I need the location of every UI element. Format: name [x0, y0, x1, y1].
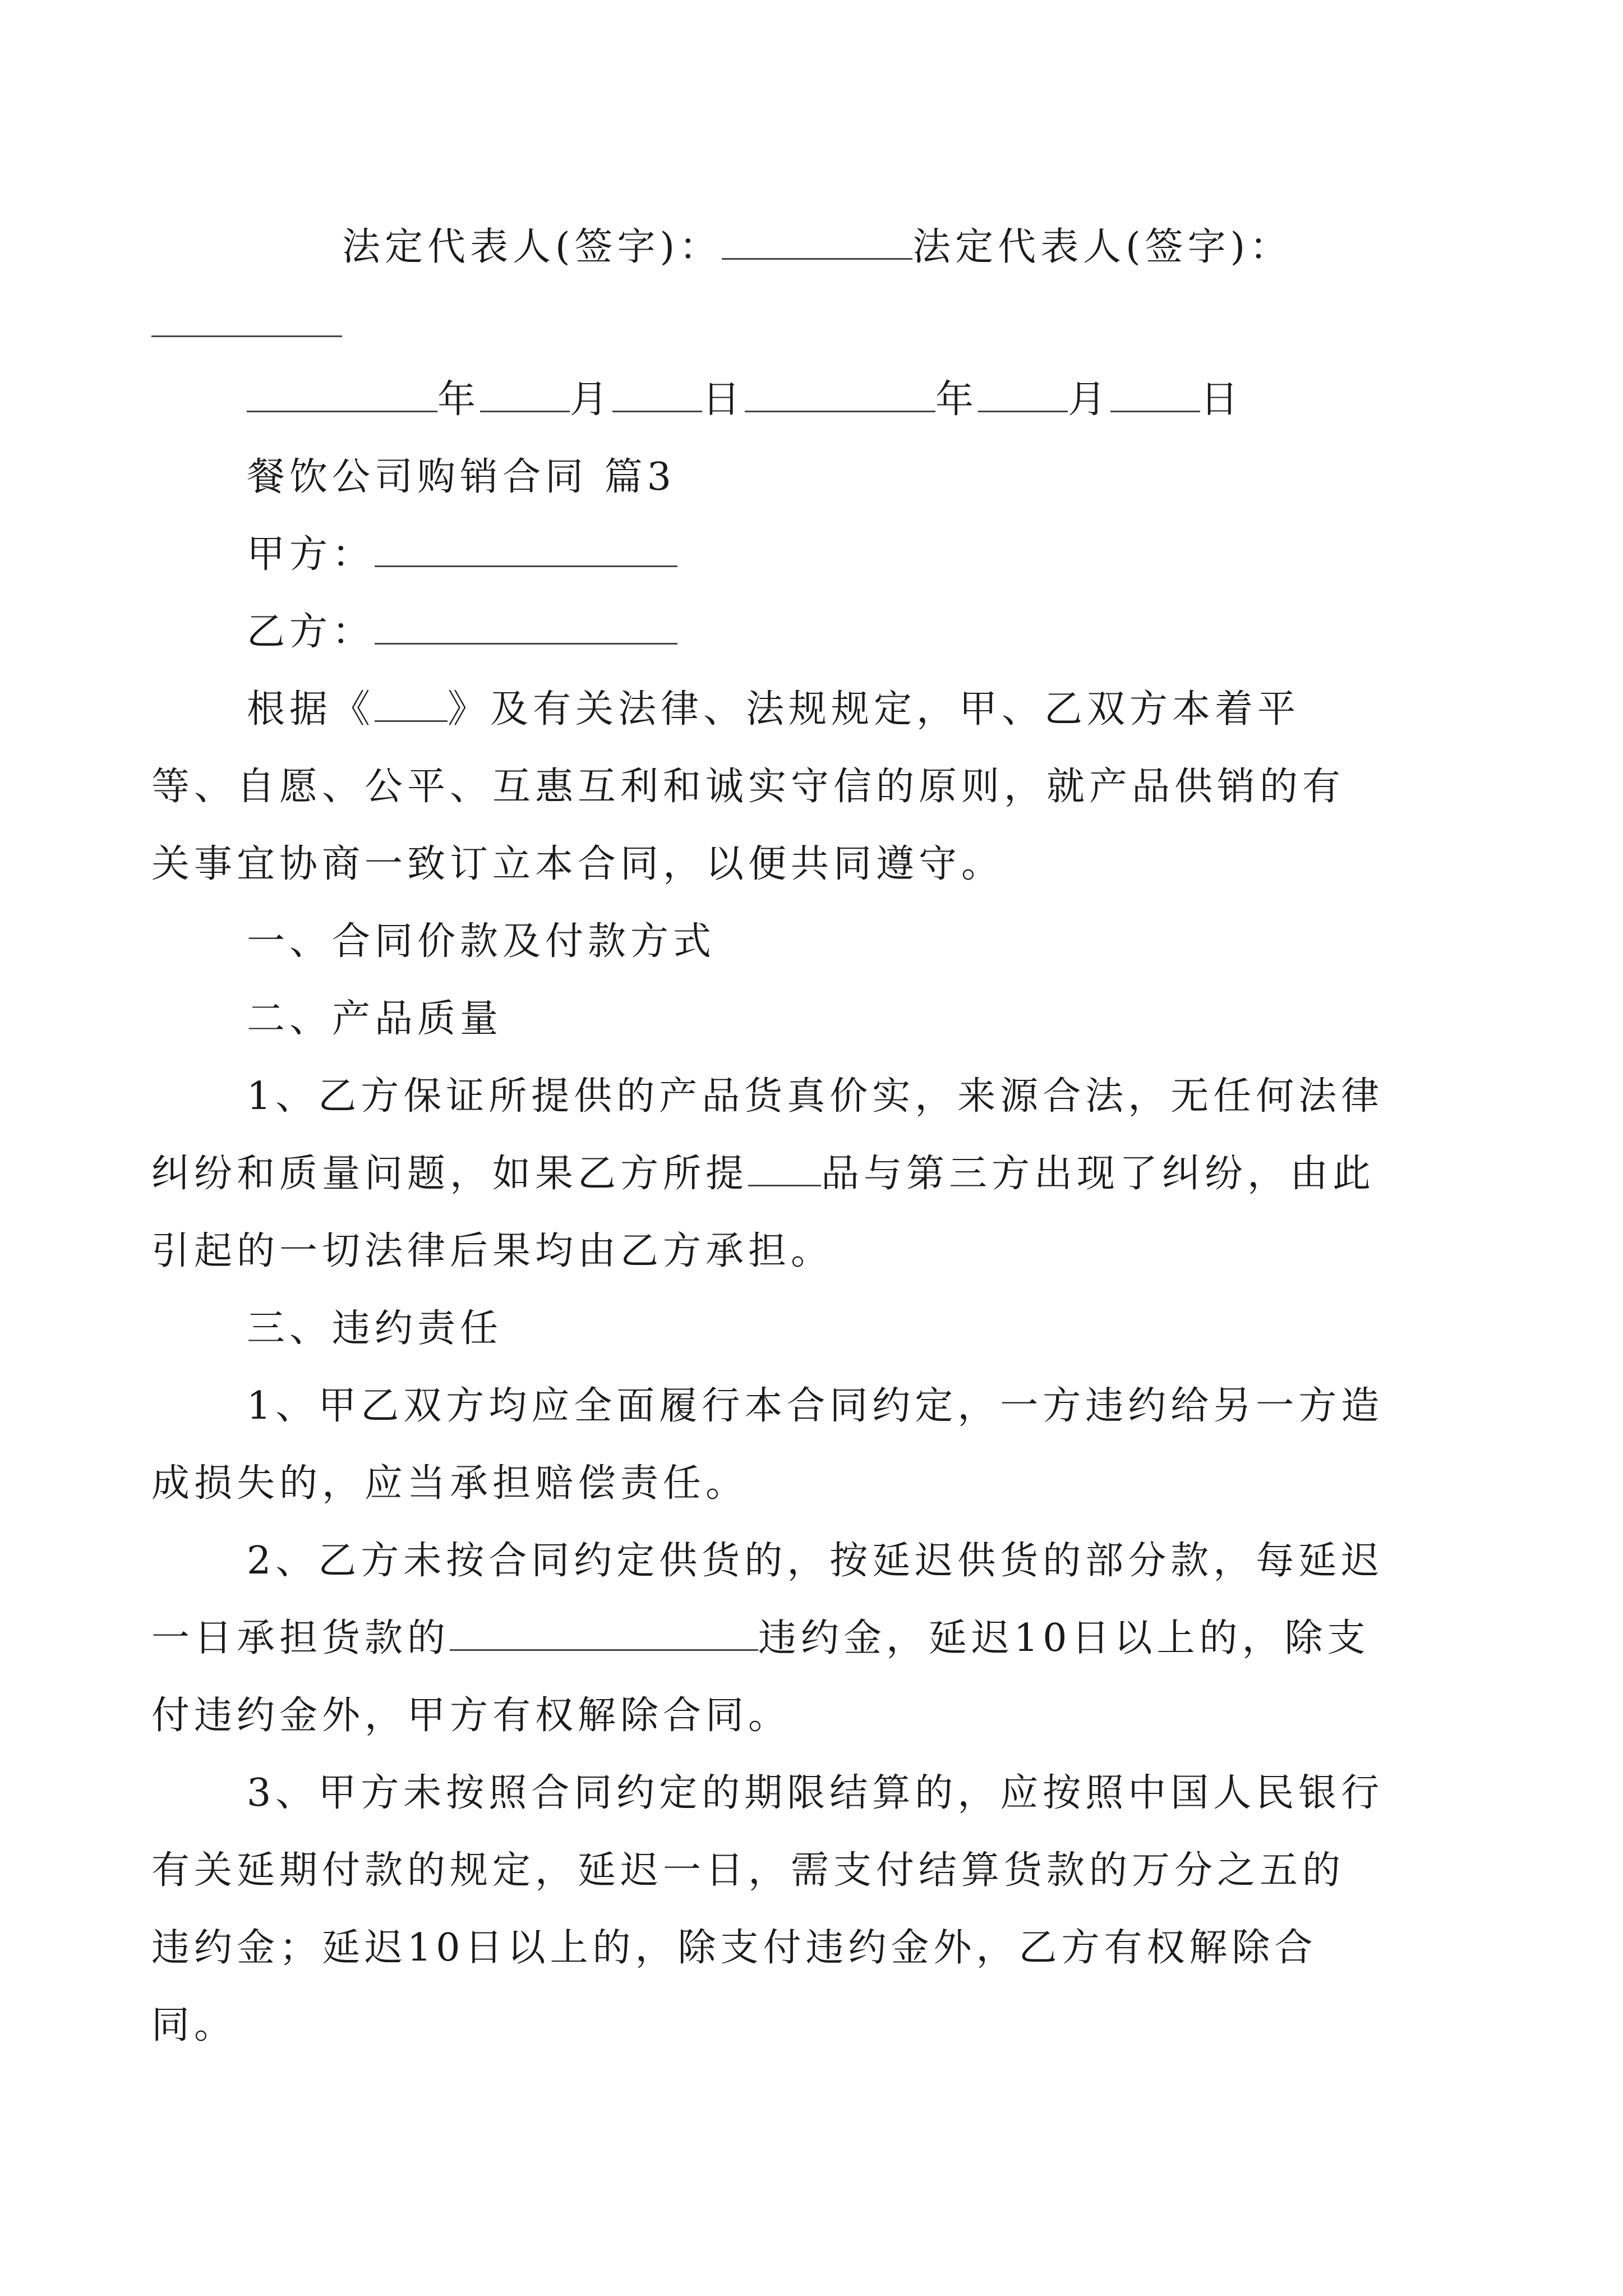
day-blank-a — [612, 371, 702, 412]
signature-blank-b-line — [151, 286, 1385, 364]
breach-2-text-end: 违约金，延迟10日以上的，除支付违约金外，甲方有权解除合同。 — [151, 1616, 1370, 1738]
month-blank-a — [480, 371, 570, 412]
heading-breach: 三、违约责任 — [247, 1306, 503, 1351]
law-name-blank — [375, 681, 448, 722]
party-a-line — [247, 516, 1385, 593]
quality-text-start: 1、乙方保证所提供的产品货真价实，来源合法，无任何法律纠纷和质量问题，如果乙方所提 — [151, 1074, 1384, 1196]
party-b-blank — [375, 604, 677, 645]
year-label-a: 年 — [437, 378, 481, 422]
penalty-rate-blank — [450, 1610, 758, 1651]
breach-clause-2 — [151, 1522, 1385, 1755]
day-label-a: 日 — [702, 378, 745, 422]
party-a-label: 甲方： — [247, 532, 375, 577]
day-blank-b — [1110, 371, 1200, 412]
heading-price-payment: 一、合同价款及付款方式 — [247, 919, 716, 964]
legal-rep-label-a: 法定代表人(签字)： — [342, 225, 722, 269]
month-blank-b — [978, 371, 1068, 412]
signature-blank-b — [151, 296, 342, 337]
section-title: 餐饮公司购销合同 篇3 — [247, 455, 676, 499]
breach-1-text: 1、甲乙双方均应全面履行本合同约定，一方违约给另一方造成损失的，应当承担赔偿责任。 — [151, 1384, 1384, 1506]
quality-clause-1 — [151, 1058, 1385, 1290]
quality-blank — [748, 1145, 821, 1186]
breach-clause-3 — [151, 1755, 1385, 2064]
party-b-line — [247, 593, 1385, 671]
party-b-label: 乙方： — [247, 610, 375, 654]
breach-3-text: 3、甲方未按照合同约定的期限结算的，应按照中国人民银行有关延期付款的规定，延迟一日，需支付结算货款的万分之五的违约金；延迟10日以上的，除支付违约金外，乙方有权解除合同。 — [151, 1771, 1384, 2047]
year-label-b: 年 — [935, 378, 979, 422]
intro-text-start: 根据《 — [247, 687, 375, 731]
year-blank-a — [247, 371, 437, 412]
month-label-b: 月 — [1068, 378, 1111, 422]
date-line — [247, 361, 1385, 439]
contract-body — [151, 209, 1385, 2064]
year-blank-b — [745, 371, 935, 412]
signature-blank-a — [722, 219, 912, 260]
breach-clause-1 — [151, 1368, 1385, 1522]
quality-text-end: 品与第三方出现了纠纷，由此引起的一切法律后果均由乙方承担。 — [151, 1152, 1376, 1273]
signature-line — [151, 209, 1385, 286]
month-label-a: 月 — [570, 378, 613, 422]
intro-text-end: 》及有关法律、法规规定，甲、乙双方本着平等、自愿、公平、互惠互利和诚实守信的原则，就产品供销的有关事宜协商一致订立本合同，以便共同遵守。 — [151, 687, 1345, 886]
day-label-b: 日 — [1200, 378, 1243, 422]
breach-2-text-start: 2、乙方未按合同约定供货的，按延迟供货的部分款，每延迟一日承担货款的 — [151, 1539, 1384, 1660]
party-a-blank — [375, 526, 677, 567]
legal-rep-label-b: 法定代表人(签字)： — [912, 225, 1293, 269]
heading-quality: 二、产品质量 — [247, 997, 503, 1041]
intro-paragraph — [151, 671, 1385, 903]
